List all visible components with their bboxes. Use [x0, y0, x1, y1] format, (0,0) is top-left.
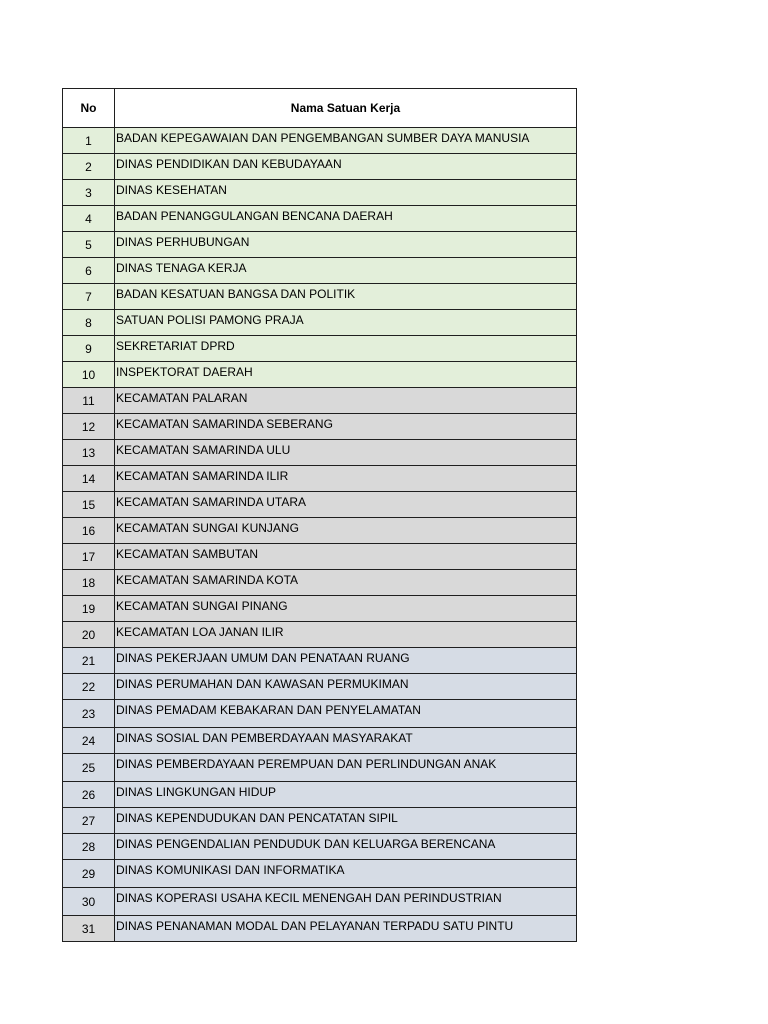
cell-nama-satuan-kerja[interactable]: DINAS KESEHATAN	[115, 180, 577, 206]
table-row	[63, 916, 577, 942]
cell-no[interactable]: 25	[63, 754, 115, 782]
cell-no[interactable]: 2	[63, 154, 115, 180]
cell-nama-satuan-kerja[interactable]: KECAMATAN SAMARINDA UTARA	[115, 492, 577, 518]
table-row	[63, 388, 577, 414]
cell-no[interactable]: 20	[63, 622, 115, 648]
cell-nama-satuan-kerja[interactable]: BADAN PENANGGULANGAN BENCANA DAERAH	[115, 206, 577, 232]
cell-nama-satuan-kerja[interactable]: INSPEKTORAT DAERAH	[115, 362, 577, 388]
cell-no[interactable]: 14	[63, 466, 115, 492]
cell-no[interactable]: 7	[63, 284, 115, 310]
cell-nama-satuan-kerja[interactable]: DINAS PENANAMAN MODAL DAN PELAYANAN TERPADU SATU PINTU	[115, 916, 577, 942]
cell-no[interactable]: 17	[63, 544, 115, 570]
cell-nama-satuan-kerja[interactable]: DINAS PERHUBUNGAN	[115, 232, 577, 258]
cell-no[interactable]: 21	[63, 648, 115, 674]
table-row	[63, 860, 577, 888]
cell-nama-satuan-kerja[interactable]: SEKRETARIAT DPRD	[115, 336, 577, 362]
cell-nama-satuan-kerja[interactable]: KECAMATAN SAMARINDA SEBERANG	[115, 414, 577, 440]
table-row	[63, 466, 577, 492]
cell-no[interactable]: 3	[63, 180, 115, 206]
table-row	[63, 622, 577, 648]
satuan-kerja-table	[62, 88, 577, 942]
cell-no[interactable]: 5	[63, 232, 115, 258]
cell-nama-satuan-kerja[interactable]: DINAS TENAGA KERJA	[115, 258, 577, 284]
cell-no[interactable]: 27	[63, 808, 115, 834]
table-row	[63, 544, 577, 570]
table-row	[63, 834, 577, 860]
cell-no[interactable]: 24	[63, 728, 115, 754]
cell-no[interactable]: 19	[63, 596, 115, 622]
cell-no[interactable]: 6	[63, 258, 115, 284]
cell-no[interactable]: 23	[63, 700, 115, 728]
table-row	[63, 888, 577, 916]
cell-nama-satuan-kerja[interactable]: KECAMATAN SUNGAI PINANG	[115, 596, 577, 622]
cell-no[interactable]: 28	[63, 834, 115, 860]
header-cell-nama-satuan-kerja[interactable]: Nama Satuan Kerja	[115, 89, 577, 128]
cell-nama-satuan-kerja[interactable]: DINAS PEMBERDAYAAN PEREMPUAN DAN PERLINDUNGAN ANAK	[115, 754, 577, 782]
table-row	[63, 232, 577, 258]
cell-no[interactable]: 10	[63, 362, 115, 388]
table-row	[63, 674, 577, 700]
table-row	[63, 808, 577, 834]
cell-nama-satuan-kerja[interactable]: DINAS KOMUNIKASI DAN INFORMATIKA	[115, 860, 577, 888]
cell-no[interactable]: 1	[63, 128, 115, 154]
table-row	[63, 206, 577, 232]
table-row	[63, 570, 577, 596]
cell-no[interactable]: 30	[63, 888, 115, 916]
cell-no[interactable]: 16	[63, 518, 115, 544]
table-row	[63, 440, 577, 466]
table-row	[63, 154, 577, 180]
cell-nama-satuan-kerja[interactable]: DINAS LINGKUNGAN HIDUP	[115, 782, 577, 808]
table-row	[63, 336, 577, 362]
table-row	[63, 310, 577, 336]
cell-nama-satuan-kerja[interactable]: DINAS SOSIAL DAN PEMBERDAYAAN MASYARAKAT	[115, 728, 577, 754]
cell-no[interactable]: 22	[63, 674, 115, 700]
table-header-row	[63, 89, 577, 128]
cell-no[interactable]: 26	[63, 782, 115, 808]
table-row	[63, 180, 577, 206]
table-row	[63, 414, 577, 440]
table-row	[63, 284, 577, 310]
cell-nama-satuan-kerja[interactable]: KECAMATAN SAMARINDA ILIR	[115, 466, 577, 492]
cell-nama-satuan-kerja[interactable]: DINAS PEKERJAAN UMUM DAN PENATAAN RUANG	[115, 648, 577, 674]
table-row	[63, 596, 577, 622]
header-cell-no[interactable]: No	[63, 89, 115, 128]
cell-nama-satuan-kerja[interactable]: KECAMATAN LOA JANAN ILIR	[115, 622, 577, 648]
table-row	[63, 518, 577, 544]
cell-no[interactable]: 12	[63, 414, 115, 440]
table-row	[63, 754, 577, 782]
cell-nama-satuan-kerja[interactable]: DINAS PERUMAHAN DAN KAWASAN PERMUKIMAN	[115, 674, 577, 700]
table-row	[63, 648, 577, 674]
table-body	[63, 128, 577, 942]
table-row	[63, 362, 577, 388]
cell-no[interactable]: 11	[63, 388, 115, 414]
cell-nama-satuan-kerja[interactable]: BADAN KESATUAN BANGSA DAN POLITIK	[115, 284, 577, 310]
cell-nama-satuan-kerja[interactable]: KECAMATAN SUNGAI KUNJANG	[115, 518, 577, 544]
cell-no[interactable]: 29	[63, 860, 115, 888]
cell-no[interactable]: 8	[63, 310, 115, 336]
cell-nama-satuan-kerja[interactable]: KECAMATAN SAMBUTAN	[115, 544, 577, 570]
cell-nama-satuan-kerja[interactable]: DINAS KOPERASI USAHA KECIL MENENGAH DAN PERINDUSTRIAN	[115, 888, 577, 916]
cell-no[interactable]: 15	[63, 492, 115, 518]
table-row	[63, 700, 577, 728]
cell-nama-satuan-kerja[interactable]: BADAN KEPEGAWAIAN DAN PENGEMBANGAN SUMBER DAYA MANUSIA	[115, 128, 577, 154]
cell-nama-satuan-kerja[interactable]: KECAMATAN SAMARINDA KOTA	[115, 570, 577, 596]
table-row	[63, 492, 577, 518]
cell-nama-satuan-kerja[interactable]: DINAS KEPENDUDUKAN DAN PENCATATAN SIPIL	[115, 808, 577, 834]
table-row	[63, 128, 577, 154]
table-row	[63, 782, 577, 808]
cell-nama-satuan-kerja[interactable]: SATUAN POLISI PAMONG PRAJA	[115, 310, 577, 336]
cell-nama-satuan-kerja[interactable]: KECAMATAN SAMARINDA ULU	[115, 440, 577, 466]
spreadsheet-table-container	[62, 88, 576, 942]
cell-nama-satuan-kerja[interactable]: DINAS PEMADAM KEBAKARAN DAN PENYELAMATAN	[115, 700, 577, 728]
cell-nama-satuan-kerja[interactable]: KECAMATAN PALARAN	[115, 388, 577, 414]
cell-nama-satuan-kerja[interactable]: DINAS PENGENDALIAN PENDUDUK DAN KELUARGA BERENCANA	[115, 834, 577, 860]
cell-no[interactable]: 9	[63, 336, 115, 362]
table-row	[63, 728, 577, 754]
cell-no[interactable]: 13	[63, 440, 115, 466]
table-row	[63, 258, 577, 284]
cell-no[interactable]: 4	[63, 206, 115, 232]
cell-no[interactable]: 31	[63, 916, 115, 942]
cell-no[interactable]: 18	[63, 570, 115, 596]
cell-nama-satuan-kerja[interactable]: DINAS PENDIDIKAN DAN KEBUDAYAAN	[115, 154, 577, 180]
